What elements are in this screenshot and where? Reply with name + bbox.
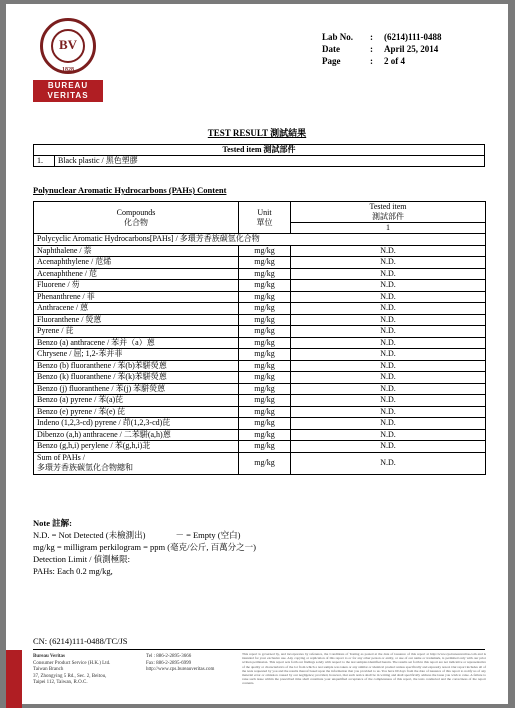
compound-unit: mg/kg	[239, 245, 291, 257]
note-limit: Detection Limit / 偵測極限:	[33, 554, 131, 564]
table-row	[34, 372, 486, 384]
note-nd: N.D. = Not Detected (未檢測出)	[33, 530, 146, 540]
compound-unit: mg/kg	[239, 429, 291, 441]
note-pahs: PAHs: Each 0.2 mg/kg,	[33, 566, 113, 576]
footer-company-line: Consumer Product Service (H.K.) Ltd.	[33, 660, 111, 666]
header-key: Lab No.	[322, 32, 354, 42]
compound-result: N.D.	[291, 245, 486, 257]
header-value: 2 of 4	[384, 56, 405, 66]
compound-name: Benzo (a) anthracene / 苯并（a）蒽	[34, 337, 239, 349]
compound-name: Pyrene / 芘	[34, 326, 239, 338]
table-row	[34, 441, 486, 453]
compound-result: N.D.	[291, 326, 486, 338]
header-key: Page	[322, 56, 341, 66]
compound-unit: mg/kg	[239, 441, 291, 453]
table-row	[34, 268, 486, 280]
compound-result: N.D.	[291, 418, 486, 430]
header-row	[322, 43, 442, 55]
table-row	[34, 280, 486, 292]
footer-divider	[33, 649, 485, 650]
compound-name: Chrysene / 屈; 1,2-苯并菲	[34, 349, 239, 361]
tested-item-no: 1.	[34, 156, 55, 167]
sum-row	[34, 452, 486, 474]
page-title: TEST RESULT 測試結果	[207, 128, 307, 138]
footer-fax: Fax: 886-2-2895-6999	[146, 660, 192, 666]
group-label: Polycyclic Aromatic Hydrocarbons[PAHs] / 多環芳香族碳氫化合物	[34, 234, 486, 246]
sum-unit: mg/kg	[239, 452, 291, 474]
compound-unit: mg/kg	[239, 406, 291, 418]
compound-result: N.D.	[291, 383, 486, 395]
compound-name: Benzo (b) fluoranthene / 苯(b)苯駢熒蒽	[34, 360, 239, 372]
tested-item-header: Tested item 測試部件	[34, 145, 485, 156]
compound-name: Dibenzo (a,h) anthracene / 二苯駢(a,h)蒽	[34, 429, 239, 441]
col-tested-item: Tested item 測試部件	[291, 202, 486, 223]
compound-result: N.D.	[291, 406, 486, 418]
compound-name: Benzo (e) pyrene / 苯(e) 芘	[34, 406, 239, 418]
tested-item-desc: Black plastic / 黑色塑膠	[55, 156, 485, 167]
col-item-no: 1	[291, 223, 486, 234]
compound-name: Indeno (1,2,3-cd) pyrene / 茚(1,2,3-cd)芘	[34, 418, 239, 430]
report-page	[6, 4, 508, 704]
compound-result: N.D.	[291, 337, 486, 349]
seal-icon: BV 1828	[40, 18, 96, 74]
sum-label: Sum of PAHs / 多環芳香族碳氫化合物總和	[34, 452, 239, 474]
compound-unit: mg/kg	[239, 418, 291, 430]
compound-unit: mg/kg	[239, 383, 291, 395]
header-value: April 25, 2014	[384, 44, 439, 54]
compound-unit: mg/kg	[239, 326, 291, 338]
table-row	[34, 337, 486, 349]
section-title: Polynuclear Aromatic Hydrocarbons (PAHs) Content	[33, 185, 227, 195]
bureau-veritas-logo	[33, 18, 103, 102]
compound-result: N.D.	[291, 303, 486, 315]
compound-name: Phenanthrene / 菲	[34, 291, 239, 303]
sum-result: N.D.	[291, 452, 486, 474]
compound-result: N.D.	[291, 280, 486, 292]
compound-name: Benzo (a) pyrene / 苯(a)芘	[34, 395, 239, 407]
results-table	[33, 201, 486, 475]
footer-company-line: Bureau Veritas	[33, 654, 65, 659]
table-row	[34, 383, 486, 395]
table-row	[34, 395, 486, 407]
compound-result: N.D.	[291, 268, 486, 280]
header-colon: :	[370, 32, 373, 42]
note-mgkg: mg/kg = milligram perkilogram = ppm (毫克/公斤, 百萬分之一)	[33, 542, 257, 552]
compound-name: Acenaphthylene / 苊烯	[34, 257, 239, 269]
footer-company	[33, 654, 128, 687]
table-row	[34, 314, 486, 326]
compound-unit: mg/kg	[239, 303, 291, 315]
table-row	[34, 429, 486, 441]
compound-unit: mg/kg	[239, 314, 291, 326]
table-row	[34, 245, 486, 257]
compound-result: N.D.	[291, 372, 486, 384]
cn-number: CN: (6214)111-0488/TC/JS	[33, 636, 128, 646]
compound-unit: mg/kg	[239, 337, 291, 349]
compound-name: Fluorene / 芴	[34, 280, 239, 292]
note-empty: － = Empty (空白)	[175, 530, 241, 540]
footer-company-line: 37, Zhongying 5 Rd., Sec. 2, Beitou,	[33, 673, 107, 679]
compound-unit: mg/kg	[239, 268, 291, 280]
col-unit: Unit 單位	[239, 202, 291, 234]
footer-company-line: Taipei 112, Taiwan, R.O.C.	[33, 680, 88, 685]
compound-unit: mg/kg	[239, 349, 291, 361]
footer-tel: Tel : 886-2-2895-3666	[146, 654, 192, 659]
header-key: Date	[322, 44, 340, 54]
header-info	[322, 31, 442, 67]
compound-result: N.D.	[291, 349, 486, 361]
footer-web[interactable]: http://www.cps.bureauveritas.com	[146, 667, 215, 672]
compound-unit: mg/kg	[239, 372, 291, 384]
footer-accent	[6, 650, 22, 708]
compound-unit: mg/kg	[239, 395, 291, 407]
tested-item-table	[33, 144, 485, 167]
table-row	[34, 257, 486, 269]
compound-unit: mg/kg	[239, 257, 291, 269]
header-value: (6214)111-0488	[384, 32, 442, 42]
compound-result: N.D.	[291, 441, 486, 453]
footer-contact	[146, 654, 241, 674]
header-row	[322, 31, 442, 43]
table-row	[34, 406, 486, 418]
compound-name: Naphthalene / 萘	[34, 245, 239, 257]
compound-result: N.D.	[291, 429, 486, 441]
table-row	[34, 326, 486, 338]
header-row	[322, 55, 442, 67]
compound-unit: mg/kg	[239, 291, 291, 303]
header-colon: :	[370, 56, 373, 66]
compound-name: Acenaphthene / 苊	[34, 268, 239, 280]
header-colon: :	[370, 44, 373, 54]
compound-result: N.D.	[291, 257, 486, 269]
col-compounds: Compounds 化合物	[34, 202, 239, 234]
compound-name: Anthracene / 蒽	[34, 303, 239, 315]
compound-name: Benzo (j) fluoranthene / 苯(j) 苯駢熒蒽	[34, 383, 239, 395]
compound-unit: mg/kg	[239, 280, 291, 292]
footer-company-line: Taiwan Branch	[33, 667, 64, 672]
compound-unit: mg/kg	[239, 360, 291, 372]
compound-result: N.D.	[291, 314, 486, 326]
table-row	[34, 349, 486, 361]
compound-name: Benzo (g,h,i) perylene / 苯(g,h,i)苝	[34, 441, 239, 453]
footer-legal: This report is governed by, and incorporates by reference, the Conditions of Testing as posted at the date of issuance of this report at http://www.cps.bureauveritas.com and is intended for your exclusive use. Any copying or replication of this report to or for any other person or entity, or use of our name or trademark, is permitted only with our prior written permission. This report sets forth our findings solely with respect to the test samples identified herein. The results set forth in this report are not indicative or representative of the quality or characteristics of the lot from which a test sample was taken or any similar or identical product unless specifically and expressly noted. Our report includes all of the tests requested by you and the results thereof based upon the information that you provided to us. You have 60 days from the date of issuance of this report to notify us of any material error or omission caused by our negligence; provided, however, that such notice shall be in writing and shall specifically address the issue you wish to raise. A failure to raise such issue within the prescribed time shall constitute your unqualified acceptance of the completeness of this report, the tests conducted and the correctness of the report contents.	[242, 652, 486, 686]
table-row	[34, 360, 486, 372]
logo-band: BUREAU VERITAS	[33, 80, 103, 102]
compound-result: N.D.	[291, 360, 486, 372]
table-row	[34, 418, 486, 430]
compound-result: N.D.	[291, 291, 486, 303]
notes	[33, 517, 256, 577]
compound-name: Benzo (k) fluoranthene / 苯(k)苯駢熒蒽	[34, 372, 239, 384]
table-row	[34, 291, 486, 303]
compound-result: N.D.	[291, 395, 486, 407]
notes-heading: Note 註解:	[33, 518, 72, 528]
table-row	[34, 303, 486, 315]
compound-name: Fluoranthene / 熒蒽	[34, 314, 239, 326]
